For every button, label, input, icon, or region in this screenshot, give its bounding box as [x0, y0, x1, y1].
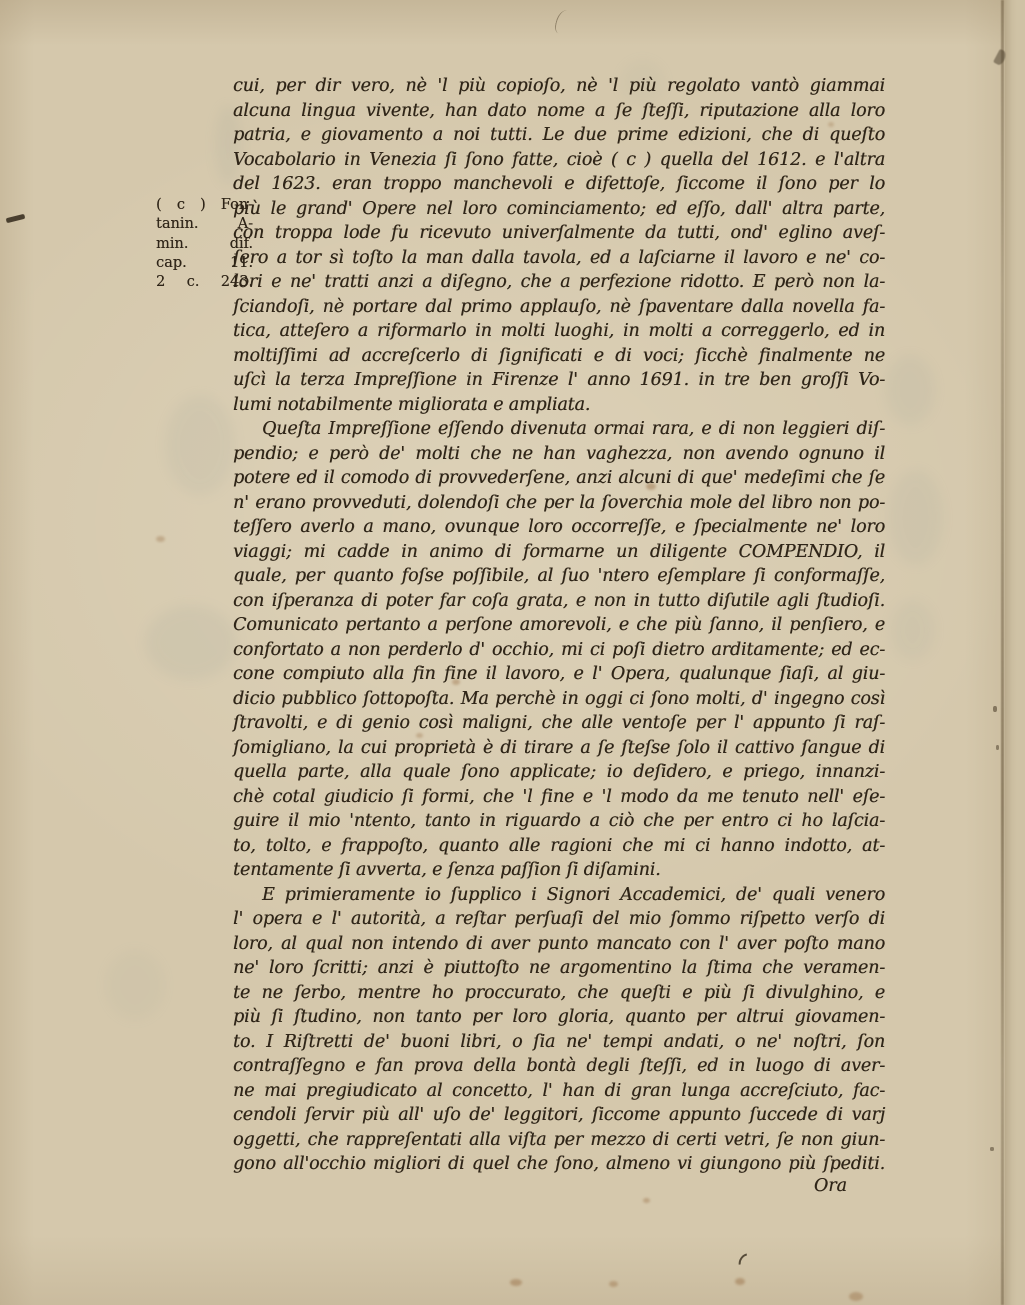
text-line: guire il mio 'ntento, tanto in riguardo a ciò che per entro ci ho laſcia- [233, 811, 885, 831]
text-line: Vocabolario in Venezia ſi ſono fatte, cioè ( c ) quella del 1612. e l'altra [233, 149, 885, 170]
text-line: ne' loro ſcritti; anzi è piuttoſto ne argomentino la ſtima che veramen- [233, 958, 885, 978]
text-line: ſomigliano, la cui proprietà è di tirare a ſe ſteſse ſolo il cattivo ſangue di [233, 737, 885, 758]
text-line: tica, atteſero a riformarlo in molti luoghi, in molti a correggerlo, ed in [233, 321, 885, 341]
text-line: to, tolto, e frappoſto, quanto alle ragioni che mi ci hanno indotto, at- [233, 835, 885, 856]
margin-note-line: 2 c. 243. [156, 274, 253, 291]
margin-note-line: cap. 11. [156, 254, 253, 271]
foxing-spot [735, 1278, 745, 1285]
text-line: tentamente ſi avverta, e ſenza paſſion ſi diſamini. [233, 860, 661, 880]
text-line: to. I Riſtretti de' buoni libri, o ſia ne' tempi andati, o ne' noſtri, ſon [233, 1031, 885, 1052]
text-line: Comunicato pertanto a perſone amorevoli, e che più ſanno, il penſiero, e [233, 615, 885, 635]
text-line: te ne ſerbo, mentre ho proccurato, che queſti e più ſi divulghino, e [233, 982, 885, 1003]
margin-note-line: ( c ) Fon- [156, 197, 253, 213]
foxing-spot [156, 536, 165, 542]
edge-speck [996, 745, 999, 750]
text-line: confortato a non perderlo d' occhio, mi ci poſi dietro arditamente; ed ec- [233, 639, 885, 660]
text-line: patria, e giovamento a noi tutti. Le due prime edizioni, che di queſto [233, 125, 885, 145]
text-line: pendio; e però de' molti che ne han vaghezza, non avendo ognuno il [233, 443, 885, 464]
text-line: l' opera e l' autorità, a reſtar perſuaſi del mio ſommo riſpetto verſo di [233, 909, 885, 929]
foxing-spot [609, 1281, 618, 1287]
edge-speck [993, 706, 997, 712]
text-line: viaggi; mi cadde in animo di formarne un diligente COMPENDIO, il [233, 541, 885, 562]
show-through-ghost [105, 950, 165, 1020]
text-line: n' erano provveduti, dolendoſi che per la ſoverchia mole del libro non po- [233, 492, 885, 513]
text-line: quella parte, alla quale ſono applicate; io deſidero, e priego, innanzi- [233, 762, 885, 782]
text-line: lori e ne' tratti anzi a diſegno, che a perfezione ridotto. E però non la- [233, 272, 885, 292]
text-line: moltiſſimi ad accreſcerlo di ſignificati e di voci; ſicchè finalmente ne [233, 345, 885, 366]
text-line: più ſi ſtudino, non tanto per loro gloria, quanto per altrui giovamen- [233, 1007, 885, 1027]
text-line: Queſta Impreſſione eſſendo divenuta ormai rara, e di non leggieri diſ- [262, 419, 885, 439]
text-line: ſciandoſi, nè portare dal primo applauſo, nè ſpaventare dalla novella fa- [233, 296, 885, 317]
text-line: teſſero averlo a mano, ovunque loro occorreſſe, e ſpecialmente ne' loro [233, 517, 885, 537]
show-through-ghost [165, 395, 235, 495]
catchword: Ora [813, 1176, 847, 1196]
text-line: cone compiuto alla fin fine il lavoro, e l' Opera, qualunque ſiaſi, al giu- [233, 664, 885, 684]
page-edge [1005, 0, 1025, 1305]
show-through-ghost [888, 470, 943, 565]
text-line: con iſperanza di poter far coſa grata, e non in tutto diſutile agli ſtudioſi. [233, 590, 885, 611]
ink-curl-mark [735, 1250, 760, 1275]
foxing-spot [849, 1292, 863, 1301]
text-line: del 1623. eran troppo manchevoli e difettoſe, ſiccome il ſono per lo [233, 174, 885, 194]
text-line: chè cotal giudicio ſi formi, che 'l fine e 'l modo da me tenuto nell' eſe- [233, 786, 885, 807]
text-line: E primieramente io ſupplico i Signori Accademici, de' quali venero [262, 884, 885, 905]
ink-mark [6, 214, 26, 223]
text-line: più le grand' Opere nel loro cominciamento; ed eſſo, dall' altra parte, [233, 198, 885, 219]
text-line: alcuna lingua vivente, han dato nome a ſe ſteſſi, riputazione alla loro [233, 100, 885, 121]
text-line: loro, al qual non intendo di aver punto mancato con l' aver poſto mano [233, 933, 885, 954]
edge-speck [990, 1147, 994, 1151]
show-through-ghost [145, 605, 237, 680]
text-line: ne mai pregiudicato al concetto, l' han di gran lunga accreſciuto, fac- [233, 1080, 885, 1101]
text-line: contraſſegno e fan prova della bontà degli ſteſſi, ed in luogo di aver- [233, 1056, 885, 1076]
paper-scratch-mark [553, 9, 571, 35]
show-through-ghost [890, 600, 935, 660]
text-line: lumi notabilmente migliorata e ampliata. [233, 394, 591, 415]
text-line: cui, per dir vero, nè 'l più copioſo, nè 'l più regolato vantò giammai [233, 76, 885, 96]
body-text [233, 74, 885, 1177]
show-through-ghost [885, 355, 935, 425]
text-line: dicio pubblico ſottopoſta. Ma perchè in oggi ci ſono molti, d' ingegno così [233, 688, 885, 709]
text-line: con troppa lode fu ricevuto univerſalmente da tutti, ond' eglino aveſ- [233, 223, 885, 243]
text-line: cendoli ſervir più all' uſo de' leggitori, ſiccome appunto ſuccede di varj [233, 1105, 885, 1125]
text-line: quale, per quanto foſse poſſibile, al ſuo 'ntero eſemplare ſi conformaſſe, [233, 566, 885, 586]
text-line: uſcì la terza Impreſſione in Firenze l' anno 1691. in tre ben groſſi Vo- [233, 370, 885, 390]
text-line: ſero a tor sì toſto la man dalla tavola, ed a laſciarne il lavoro e ne' co- [233, 247, 885, 268]
foxing-spot [510, 1279, 522, 1286]
margin-note-line: min. dif. [156, 235, 253, 252]
text-line: ſtravolti, e di genio così maligni, che alle ventoſe per l' appunto ſi raſ- [233, 713, 885, 733]
margin-note-line: tanin. A- [156, 216, 253, 233]
text-line: potere ed il comodo di provvederſene, anzi alcuni di que' medeſimi che ſe [233, 468, 885, 488]
page-crease [1001, 0, 1004, 1305]
foxing-spot [643, 1198, 650, 1203]
text-line: oggetti, che rappreſentati alla viſta per mezzo di certi vetri, ſe non giun- [233, 1129, 885, 1150]
text-line: gono all'occhio migliori di quel che ſono, almeno vi giungono più ſpediti. [233, 1154, 885, 1174]
